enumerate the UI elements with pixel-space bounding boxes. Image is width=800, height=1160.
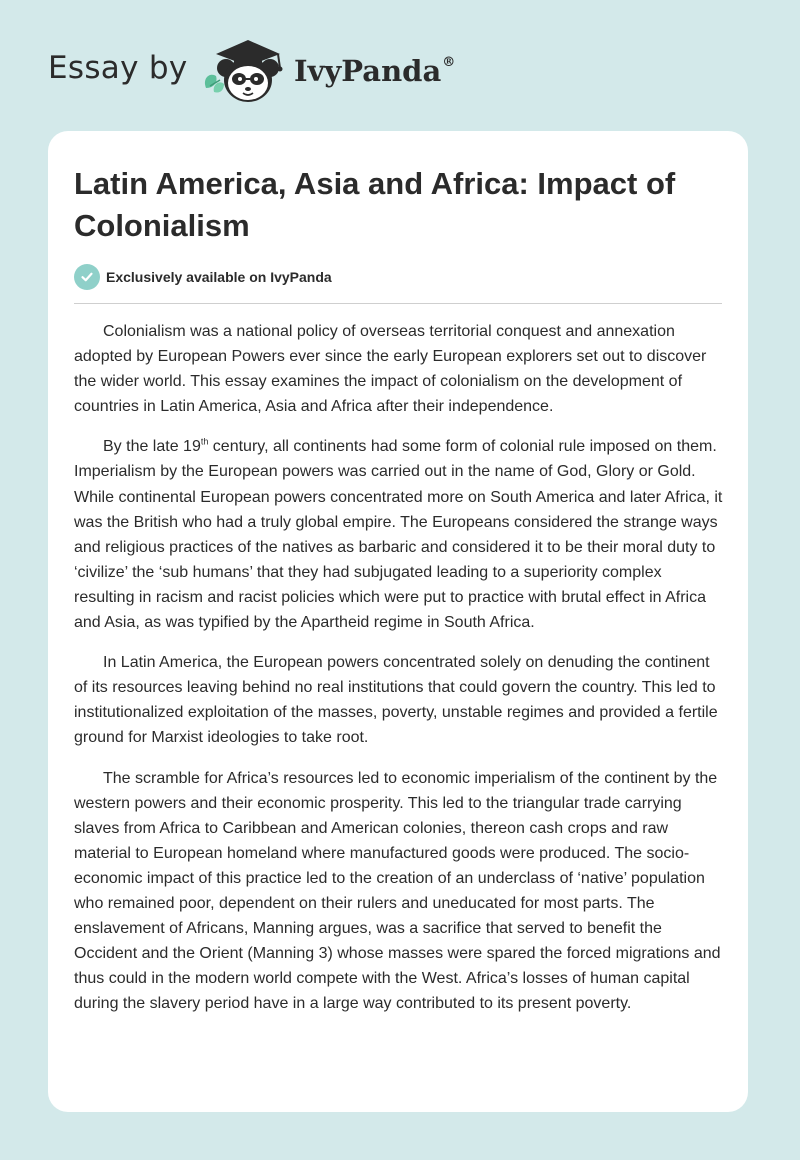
exclusive-badge [74,264,332,290]
essay-body [74,319,724,1031]
exclusive-badge-label: Exclusively available on IvyPanda [106,269,332,285]
paragraph-4: The scramble for Africa’s resources led to economic imperialism of the continent by the western powers and their economic prosperity. This led to the triangular trade carrying slaves from Africa to Caribbean and American colonies, thereon cash crops and raw material to European homeland where manufactured goods were produced. The socio-economic impact of this practice led to the creation of an underclass of ‘native’ population who remained poor, dependent on their rulers and uneducated for most parts. The enslavement of Africans, Manning argues, was a sacrifice that served to benefit the Occident and the Orient (Manning 3) whose masses were spared the forced migrations and thus could in the modern world compete with the West. Africa’s losses of human capital during the slavery period have in a large way contributed to its present poverty. [74,769,721,1013]
paragraph-1: Colonialism was a national policy of overseas territorial conquest and annexation adopted by European Powers ever since the early European explorers set out to discover the wider world. This essay examines the impact of colonialism on the development of countries in Latin America, Asia and Africa after their independence. [74,323,707,416]
paragraph-2: By the late 19th century, all continents had some form of colonial rule imposed on them. Imperialism by the European powers was carried out in the name of God, Glory or Gold. While continental European powers concentrated more on South America and later Africa, it was the British who had a truly global empire. The Europeans considered the strange ways and religious practices of the natives as barbaric and considered it to be their moral duty to ‘civilize’ the ‘sub humans’ that they had subjugated leading to a superiority complex resulting in racism and racist policies which were put to practice with brutal effect in Africa and Asia, as was typified by the Apartheid regime in South Africa. [74,437,723,632]
essay-card [48,131,748,1112]
brand-name[interactable]: IvyPanda® [294,54,456,88]
divider [74,303,722,304]
registered-mark: ® [442,55,456,71]
essay-by-label: Essay by [48,50,188,86]
paragraph-3: In Latin America, the European powers concentrated solely on denuding the continent of its resources leaving behind no real institutions that could govern the country. This led to institutionalized exploitation of the masses, poverty, unstable regimes and provided a fertile ground for Marxist ideologies to take root. [74,654,718,747]
checkmark-icon [74,264,100,290]
panda-graduate-logo-icon[interactable] [200,34,292,106]
site-header [0,0,800,130]
essay-title: Latin America, Asia and Africa: Impact of Colonialism [74,166,676,243]
